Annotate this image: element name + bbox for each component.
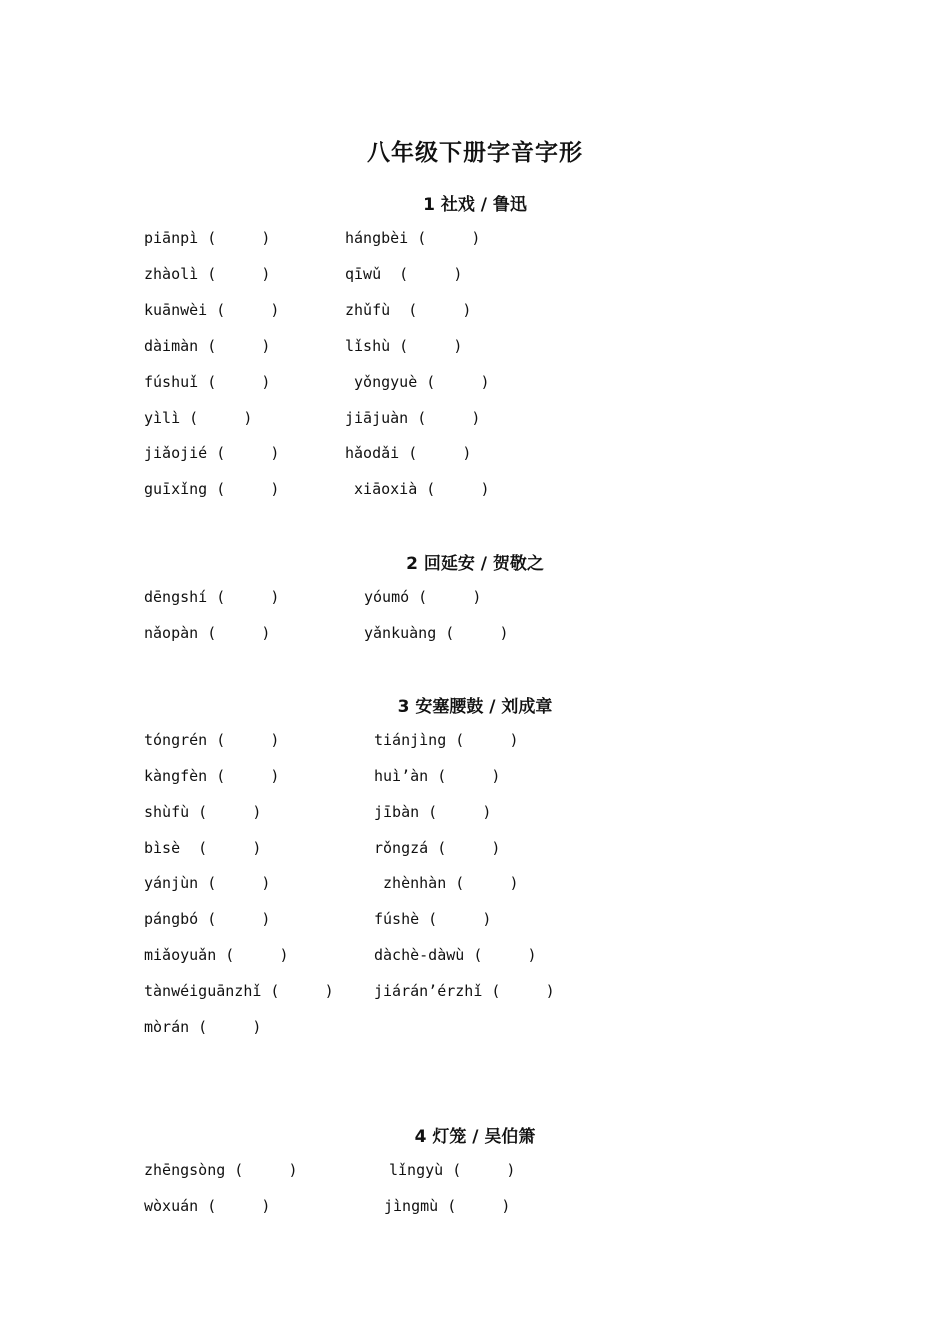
section-heading: 2 回延安 / 贺敬之 bbox=[406, 554, 544, 574]
pinyin-item: lǐngyù ( ) bbox=[389, 1161, 516, 1179]
section-heading: 4 灯笼 / 吴伯箫 bbox=[414, 1127, 536, 1147]
section-heading: 1 社戏 / 鲁迅 bbox=[423, 195, 527, 215]
pinyin-item: jìngmù ( ) bbox=[384, 1197, 511, 1215]
pinyin-item: hǎodǎi ( ) bbox=[345, 444, 472, 462]
pinyin-item: qīwǔ ( ) bbox=[345, 265, 463, 283]
pinyin-item: fúshè ( ) bbox=[374, 910, 492, 928]
pinyin-item: dēngshí ( ) bbox=[144, 588, 280, 606]
pinyin-item: yǎnkuàng ( ) bbox=[364, 624, 509, 642]
pinyin-item: zhàolì ( ) bbox=[144, 265, 271, 283]
page-title: 八年级下册字音字形 bbox=[367, 140, 583, 166]
pinyin-item: zhènhàn ( ) bbox=[374, 874, 519, 892]
pinyin-item: fúshuǐ ( ) bbox=[144, 373, 271, 391]
pinyin-item: huì’àn ( ) bbox=[374, 767, 501, 785]
pinyin-item: kuānwèi ( ) bbox=[144, 301, 280, 319]
pinyin-item: xiāoxià ( ) bbox=[345, 480, 490, 498]
pinyin-item: miǎoyuǎn ( ) bbox=[144, 946, 289, 964]
pinyin-item: tóngrén ( ) bbox=[144, 731, 280, 749]
pinyin-item: guīxǐng ( ) bbox=[144, 480, 280, 498]
pinyin-item: jībàn ( ) bbox=[374, 803, 492, 821]
pinyin-item: dàchè-dàwù ( ) bbox=[374, 946, 537, 964]
pinyin-item: wòxuán ( ) bbox=[144, 1197, 271, 1215]
pinyin-item: tiánjìng ( ) bbox=[374, 731, 519, 749]
pinyin-item: yóumó ( ) bbox=[364, 588, 482, 606]
pinyin-item: nǎopàn ( ) bbox=[144, 624, 271, 642]
pinyin-item: tànwéiguānzhǐ ( ) bbox=[144, 982, 334, 1000]
pinyin-item: pángbó ( ) bbox=[144, 910, 271, 928]
pinyin-item: rǒngzá ( ) bbox=[374, 839, 501, 857]
pinyin-item: shùfù ( ) bbox=[144, 803, 262, 821]
pinyin-item: lǐshù ( ) bbox=[345, 337, 463, 355]
pinyin-item: jiǎojié ( ) bbox=[144, 444, 280, 462]
pinyin-item: bìsè ( ) bbox=[144, 839, 262, 857]
pinyin-item: mòrán ( ) bbox=[144, 1018, 262, 1036]
section-heading: 3 安塞腰鼓 / 刘成章 bbox=[397, 697, 553, 717]
pinyin-item: jiárán’érzhǐ ( ) bbox=[374, 982, 555, 1000]
pinyin-item: jiājuàn ( ) bbox=[345, 409, 481, 427]
pinyin-item: yìlì ( ) bbox=[144, 409, 253, 427]
pinyin-item: zhǔfù ( ) bbox=[345, 301, 472, 319]
pinyin-item: hángbèi ( ) bbox=[345, 229, 481, 247]
pinyin-item: zhēngsòng ( ) bbox=[144, 1161, 298, 1179]
pinyin-item: piānpì ( ) bbox=[144, 229, 271, 247]
pinyin-item: dàimàn ( ) bbox=[144, 337, 271, 355]
pinyin-item: yánjùn ( ) bbox=[144, 874, 271, 892]
pinyin-item: yǒngyuè ( ) bbox=[345, 373, 490, 391]
pinyin-item: kàngfèn ( ) bbox=[144, 767, 280, 785]
